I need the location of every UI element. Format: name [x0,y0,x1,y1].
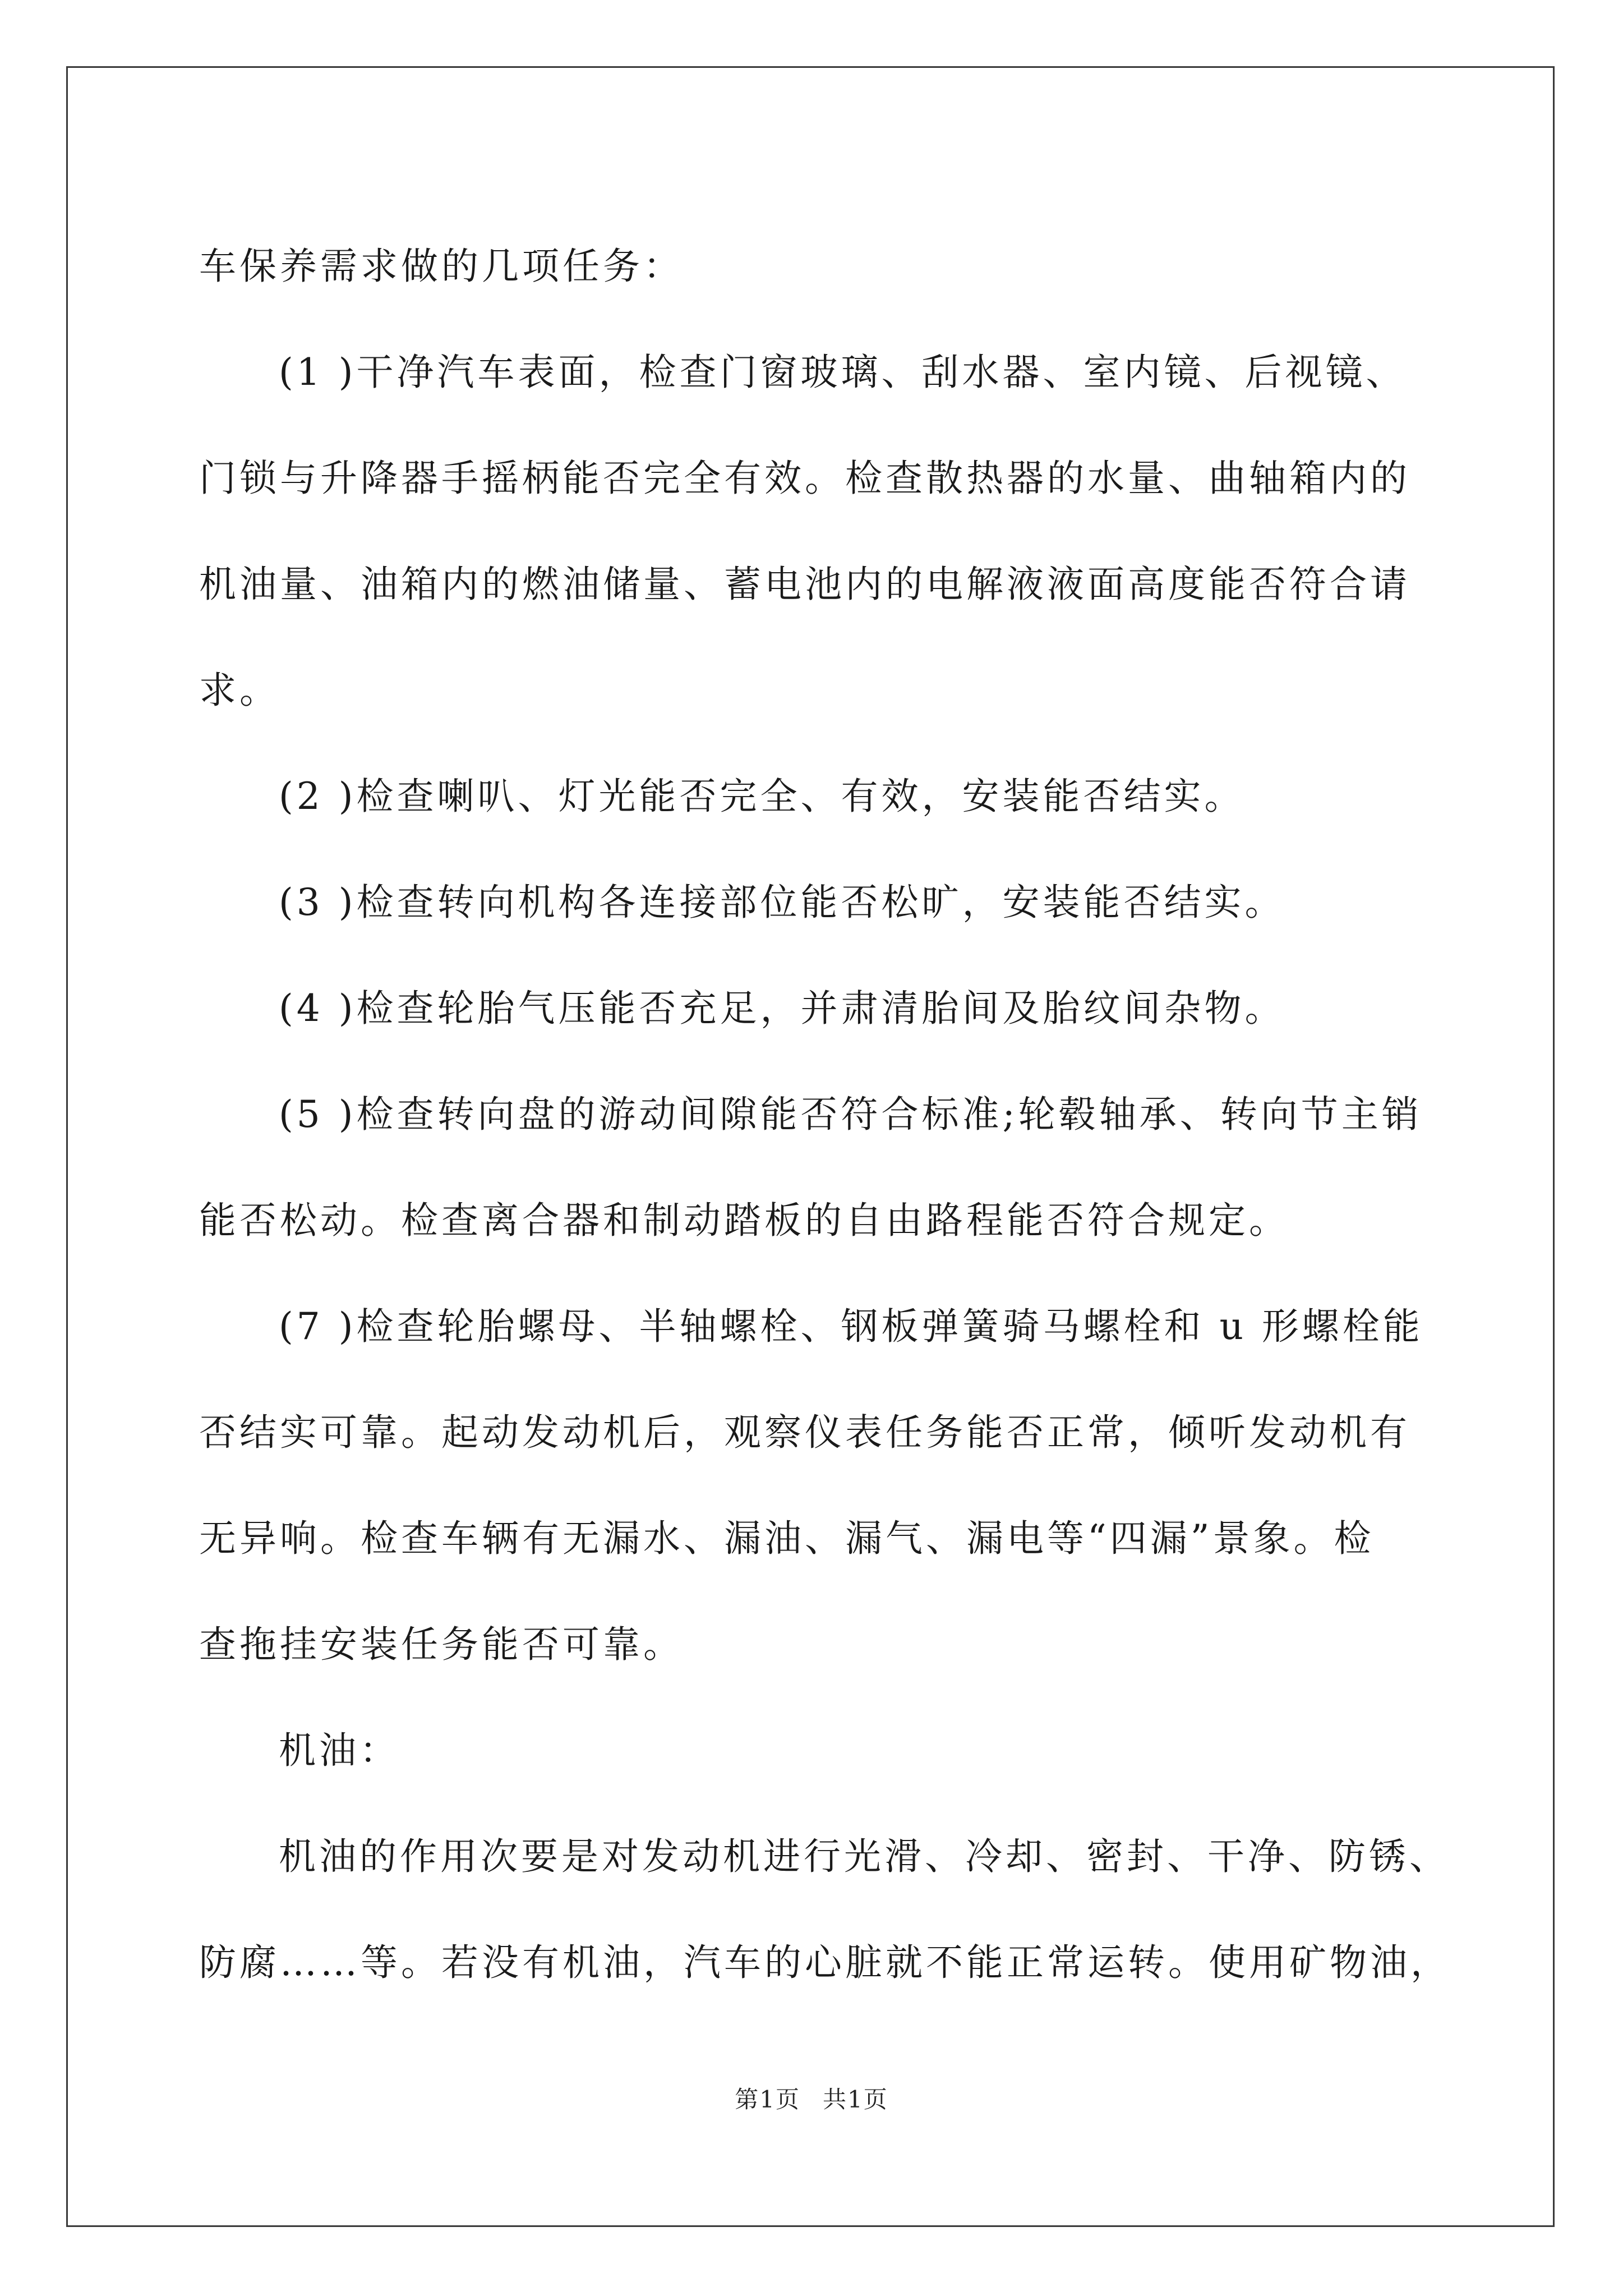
page-footer [0,2081,1623,2115]
text-line: 门锁与升降器手摇柄能否完全有效。检查散热器的水量、曲轴箱内的 [199,457,1410,500]
text-line: (1 )干净汽车表面，检查门窗玻璃、刮水器、室内镜、后视镜、 [279,351,1407,394]
text-line: 否结实可靠。起动发动机后，观察仪表任务能否正常，倾听发动机有 [199,1411,1410,1454]
text-line: (4 )检查轮胎气压能否充足，并肃清胎间及胎纹间杂物。 [279,987,1285,1030]
text-line: 能否松动。检查离合器和制动踏板的自由路程能否符合规定。 [199,1199,1289,1242]
text-line: 机油量、油箱内的燃油储量、蓄电池内的电解液液面高度能否符合请 [199,563,1410,606]
text-line: (7 )检查轮胎螺母、半轴螺栓、钢板弹簧骑马螺栓和 u 形螺栓能 [279,1305,1423,1348]
document-body [199,213,1451,2016]
text-line: (5 )检查转向盘的游动间隙能否符合标准;轮毂轴承、转向节主销 [279,1093,1422,1136]
text-line: 查拖挂安装任务能否可靠。 [199,1623,684,1666]
text-line: (3 )检查转向机构各连接部位能否松旷，安装能否结实。 [279,881,1285,924]
text-line: 无异响。检查车辆有无漏水、漏油、漏气、漏电等“四漏”景象。检 [199,1517,1375,1560]
text-line: (2 )检查喇叭、灯光能否完全、有效，安装能否结实。 [279,775,1245,818]
page-number: 第1页 [735,2086,800,2113]
page-total: 共1页 [823,2086,888,2113]
text-line: 车保养需求做的几项任务： [199,245,684,288]
text-line: 防腐……等。若没有机油，汽车的心脏就不能正常运转。使用矿物油， [199,1941,1451,1984]
text-line: 求。 [199,669,280,712]
section-heading: 机油： [279,1729,400,1772]
text-line: 机油的作用次要是对发动机进行光滑、冷却、密封、干净、防锈、 [279,1835,1450,1878]
